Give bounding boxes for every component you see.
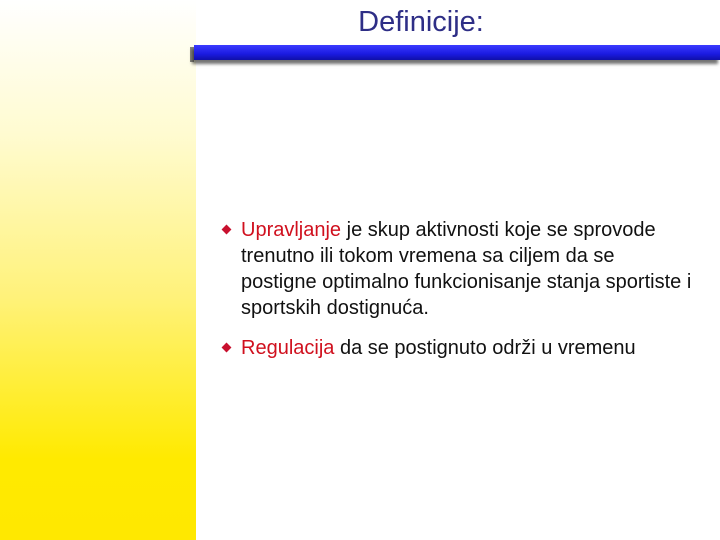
bullet-term: Upravljanje [241,219,342,241]
bullet-text: da se postignuto održi u vremenu [334,337,636,359]
bullet-item [222,335,692,361]
diamond-bullet-icon [222,225,232,235]
side-gradient-panel [0,0,196,540]
bullet-term: Regulacija [241,337,335,359]
slide-content [222,217,692,375]
bullet-item [222,217,692,321]
diamond-bullet-icon [222,343,232,353]
bullet-text: je skup aktivnosti koje se sprovode trenutno ili tokom vremena sa ciljem da se postigne optimalno funkcionisanje stanja sportiste i sportskih dostignuća. [241,219,692,319]
slide-title: Definicije: [358,6,484,38]
title-bar [194,45,720,60]
